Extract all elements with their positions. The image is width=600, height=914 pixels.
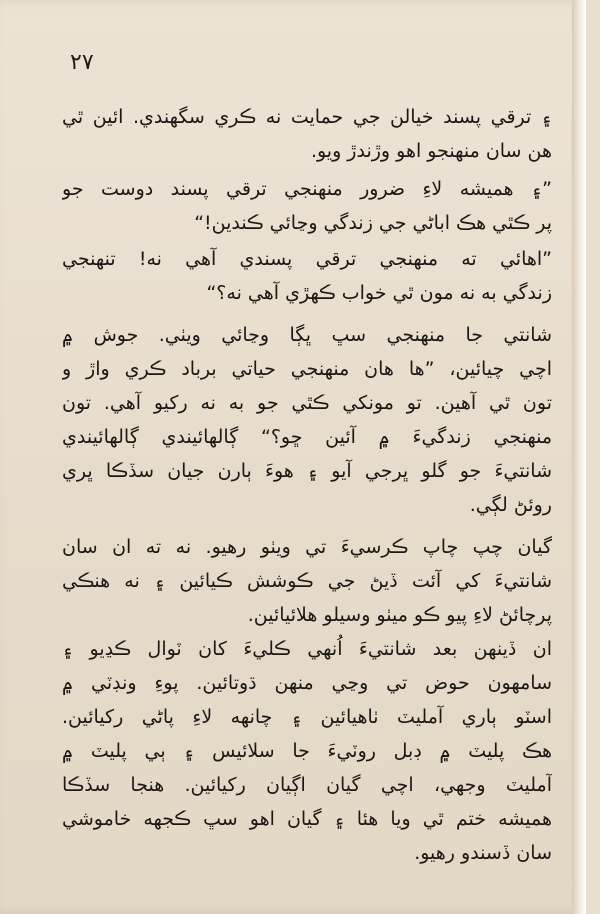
paragraph-2 bbox=[62, 172, 552, 240]
text-line: گيان چپ چاپ ڪرسيءَ تي ويٺو رهيو. نه ته ان سان bbox=[62, 536, 552, 558]
text-line: هميشه ختم ٿي ويا هئا ۽ گيان اهو سڀ ڪجهه خاموشي bbox=[62, 808, 552, 830]
text-line: آمليٽ وجهي، اچي گيان اڳيان رکيائين. هنجا سڏڪا bbox=[62, 774, 552, 796]
text-line: ”اهائي ته منهنجي ترقي پسندي آهي نه! تنهنجي bbox=[62, 248, 552, 270]
text-line: هڪ پليٽ ۾ ڊبل روٽيءَ جا سلائيس ۽ ٻي پليٽ ۾ bbox=[62, 740, 552, 762]
text-line: هن سان منهنجو اهو وڙندڙ ويو. bbox=[310, 140, 552, 162]
text-line: اچي چيائين، ”ها هان منهنجي حياتي برباد ڪري واڙ و bbox=[62, 358, 552, 380]
text-line: زندگي به نه مون ٿي خواب ڪهڙي آهي نه؟“ bbox=[206, 282, 552, 304]
text-line: شانتيءَ کي آئت ڏيڻ جي ڪوشش ڪيائين ۽ نه هنڪي bbox=[62, 570, 552, 592]
paragraph-3 bbox=[62, 242, 552, 310]
text-line: سامهون حوض تي وڃي منهن ڌوتائين. پوءِ ونڊٽي ۾ bbox=[62, 672, 552, 694]
text-line: ان ڏينهن بعد شانتيءَ اُنهي ڪليءَ کان ٽوال ڪڍيو ۽ bbox=[62, 638, 552, 660]
text-line: پر ڪٿي هڪ اباڻي جي زندگي وڃائي ڪندين!“ bbox=[194, 212, 552, 234]
text-line: منهنجي زندگيءَ ۾ آئين ڇو؟“ ڳالهائيندي ڳالهائيندي bbox=[62, 426, 552, 448]
paragraph-4 bbox=[62, 318, 552, 522]
paragraph-5 bbox=[62, 530, 552, 632]
text-line: شانتي جا منهنجي سڀ ڀڳا وڃائي ويٺي. جوش ۾ bbox=[62, 324, 552, 346]
page-edge bbox=[572, 0, 586, 914]
page-number: ٢٧ bbox=[70, 50, 94, 75]
text-line: پرچائڻ لاءِ پيو ڪو ميٺو وسيلو هلائيائين. bbox=[247, 604, 552, 626]
text-line: شانتيءَ جو گلو ڀرجي آيو ۽ هوءَ ٻارن جيان سڏڪا ڀري bbox=[62, 460, 552, 482]
paragraph-6 bbox=[62, 632, 552, 870]
text-line: ۽ ترقي پسند خيالن جي حمايت نه ڪري سگهندي. ائين ٿي bbox=[62, 106, 552, 128]
text-line: اسٽو ٻاري آمليٽ ٺاهيائين ۽ چانهه لاءِ پاڻي رکيائين. bbox=[62, 706, 552, 728]
text-line: سان ڏسندو رهيو. bbox=[414, 842, 552, 864]
paragraph-1 bbox=[62, 100, 552, 168]
text-line: ”۽ هميشه لاءِ ضرور منهنجي ترقي پسند دوست جو bbox=[62, 178, 552, 200]
text-line: روئڻ لڳي. bbox=[469, 494, 552, 516]
text-line: تون ٿي آهين. تو مونکي ڪٿي جو به نه رکيو آهي. تون bbox=[62, 392, 552, 414]
